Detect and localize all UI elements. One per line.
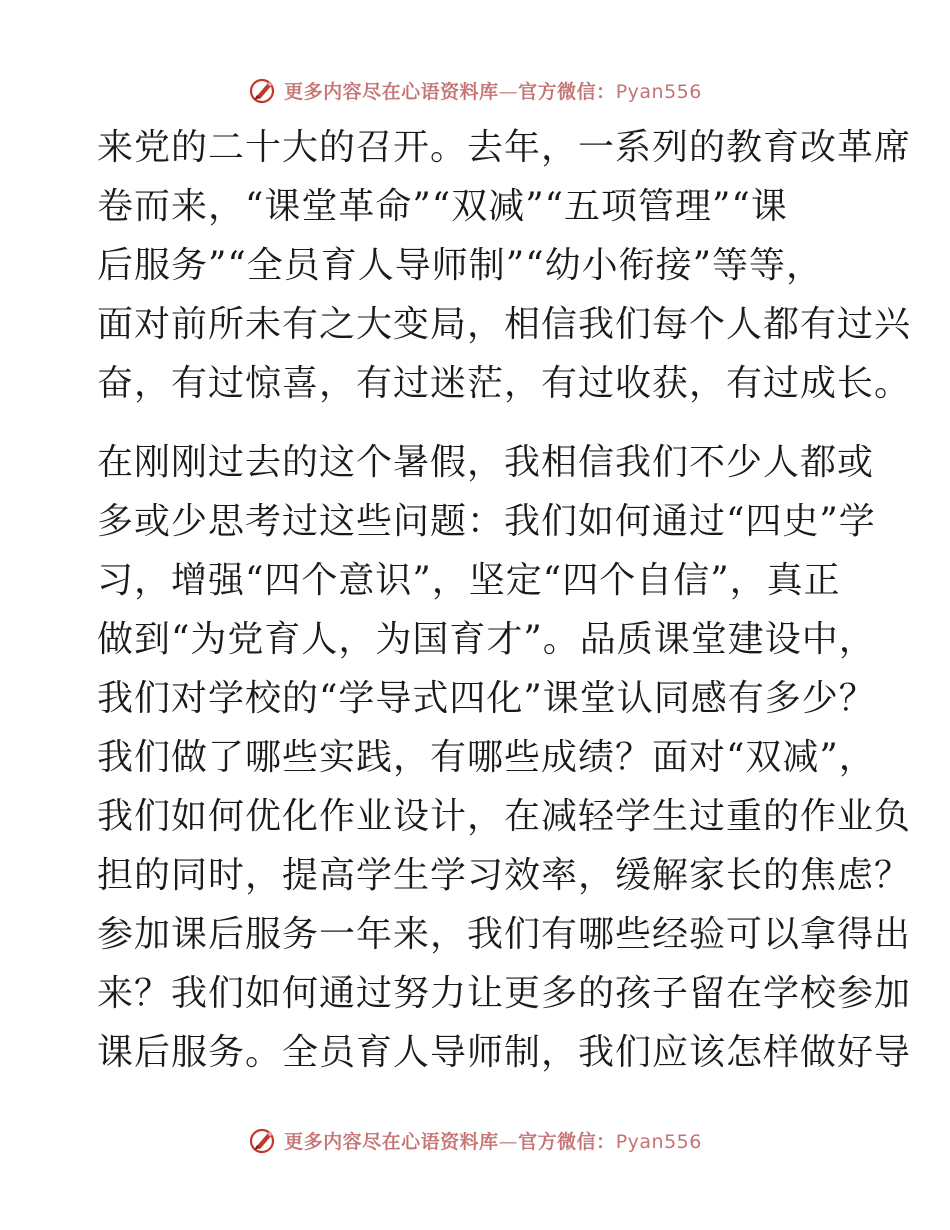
pen-logo-icon <box>248 1125 278 1155</box>
watermark-wechat-id: Pyan556 <box>615 1130 702 1153</box>
text-line: 奋，有过惊喜，有过迷茫，有过收获，有过成长。 <box>97 363 912 404</box>
watermark-wechat-id: Pyan556 <box>615 80 702 103</box>
header-watermark <box>0 70 950 110</box>
watermark-wechat-label: 官方微信： <box>518 80 616 103</box>
text-line: 在刚刚过去的这个暑假，我相信我们不少人都或 <box>97 442 875 483</box>
watermark-dash: — <box>498 80 519 103</box>
paragraph-spacer <box>97 413 855 433</box>
pen-logo-icon <box>248 75 278 105</box>
paragraph-2 <box>97 433 912 1082</box>
text-line: 担的同时，提高学生学习效率，缓解家长的焦虑？ <box>97 855 912 896</box>
text-line: 参加课后服务一年来，我们有哪些经验可以拿得出 <box>97 914 912 955</box>
watermark-site-name: 更多内容尽在心语资料库 <box>284 1130 499 1153</box>
text-line: 来？我们如何通过努力让更多的孩子留在学校参加 <box>97 973 912 1014</box>
text-line: 我们做了哪些实践，有哪些成绩？面对“双减”， <box>97 737 876 778</box>
text-line: 我们对学校的“学导式四化”课堂认同感有多少？ <box>97 678 876 719</box>
watermark-text <box>284 1127 702 1154</box>
text-line: 面对前所未有之大变局，相信我们每个人都有过兴 <box>97 304 912 345</box>
text-line: 卷而来，“课堂革命”“双减”“五项管理”“课 <box>97 186 788 227</box>
text-line: 后服务”“全员育人导师制”“幼小衔接”等等， <box>97 245 824 286</box>
text-line: 做到“为党育人，为国育才”。品质课堂建设中， <box>97 619 876 660</box>
watermark-dash: — <box>498 1130 519 1153</box>
text-line: 课后服务。全员育人导师制，我们应该怎样做好导 <box>97 1032 912 1073</box>
text-line: 习，增强“四个意识”，坚定“四个自信”，真正 <box>97 560 841 601</box>
document-body <box>97 118 912 1082</box>
watermark-site-name: 更多内容尽在心语资料库 <box>284 80 499 103</box>
text-line: 来党的二十大的召开。去年，一系列的教育改革席 <box>97 127 912 168</box>
footer-watermark <box>0 1120 950 1160</box>
watermark-wechat-label: 官方微信： <box>518 1130 616 1153</box>
text-line: 我们如何优化作业设计，在减轻学生过重的作业负 <box>97 796 912 837</box>
text-line: 多或少思考过这些问题：我们如何通过“四史”学 <box>97 501 876 542</box>
watermark-text <box>284 77 702 104</box>
paragraph-1 <box>97 118 912 413</box>
